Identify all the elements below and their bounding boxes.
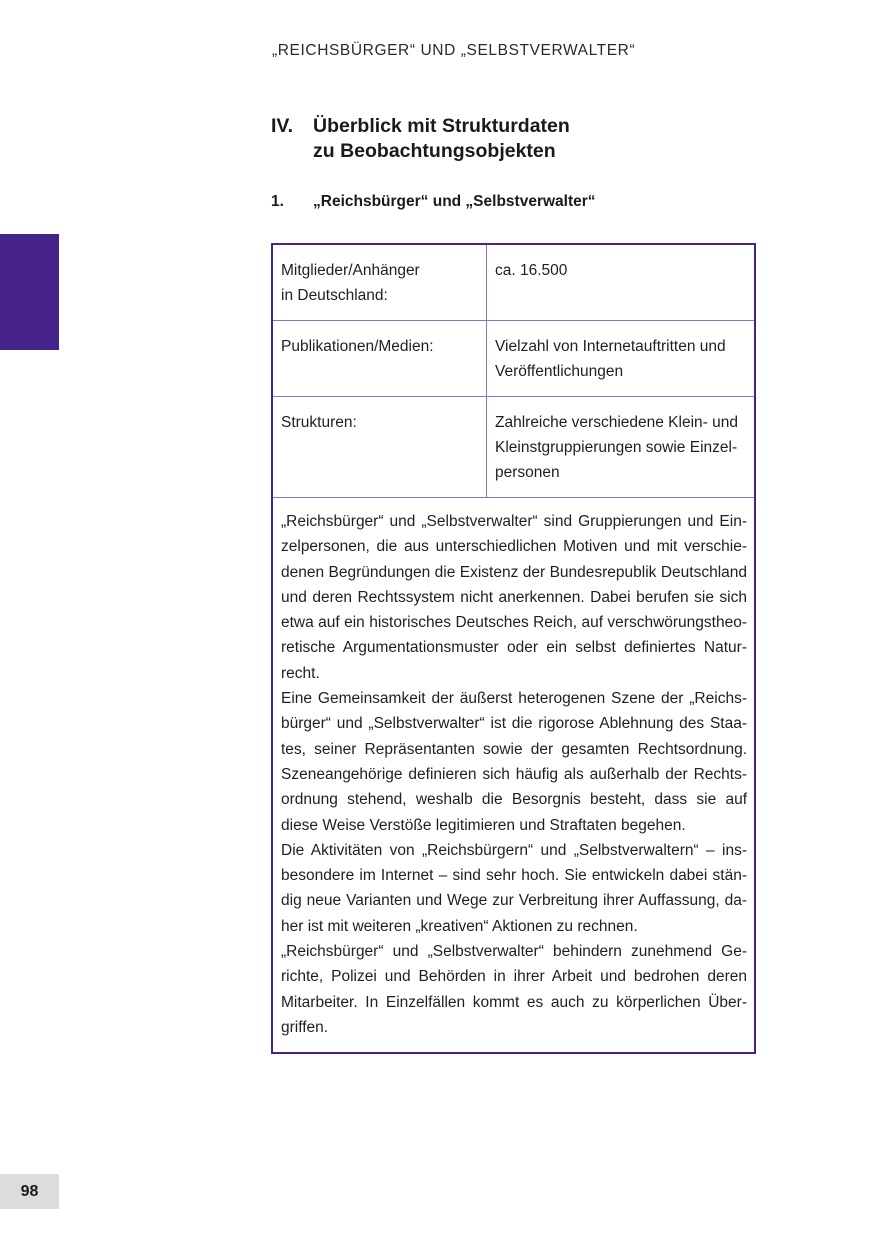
structure-data-table bbox=[273, 245, 754, 497]
chapter-number: IV. bbox=[271, 115, 294, 137]
running-header: „REICHSBÜRGER“ UND „SELBSTVERWALTER“ bbox=[272, 42, 636, 59]
publications-value-cell bbox=[487, 321, 755, 397]
publications-value-line-1: Vielzahl von Internetauftritten und bbox=[495, 338, 726, 355]
description-paragraph-4: „Reichsbürger“ und „Selbstverwalter“ behindern zunehmend Gerichte, Polizei und Behörden in ihrer Arbeit und bedrohen deren Mitarbeiter. In Einzelfällen kommt es auch zu körperlichen Übergriffen. bbox=[281, 943, 747, 1036]
structure-data-box bbox=[271, 243, 756, 1054]
members-label-line-1: Mitglieder/Anhänger bbox=[281, 262, 420, 279]
structures-label: Strukturen: bbox=[281, 414, 357, 431]
members-label-cell bbox=[273, 245, 487, 321]
description-paragraph-3: Die Aktivitäten von „Reichsbürgern“ und „Selbstverwaltern“ – insbesondere im Internet – sind sehr hoch. Sie entwickeln dabei ständig neue Varianten und Wege zur Verbreitung ihrer Auffassung, daher ist mit weiteren „kreativen“ Aktionen zu rechnen. bbox=[281, 841, 747, 935]
publications-label-cell bbox=[273, 321, 487, 397]
members-value-cell bbox=[487, 245, 755, 321]
publications-label: Publikationen/Medien: bbox=[281, 338, 434, 355]
page-number: 98 bbox=[0, 1174, 59, 1209]
section-number: 1. bbox=[271, 193, 284, 210]
members-label-line-2: in Deutschland: bbox=[281, 287, 388, 304]
publications-value-line-2: Veröffentlichungen bbox=[495, 363, 624, 380]
chapter-title-line-1: Überblick mit Strukturdaten bbox=[313, 115, 570, 137]
structures-value-line-1: Zahlreiche verschiedene Klein- und bbox=[495, 414, 738, 431]
table-row-publications bbox=[273, 321, 754, 397]
table-row-members bbox=[273, 245, 754, 321]
structures-value-line-2: Kleinstgruppierungen sowie Einzel- bbox=[495, 439, 738, 456]
structures-label-cell bbox=[273, 397, 487, 498]
description-text bbox=[273, 497, 754, 1052]
chapter-title bbox=[313, 114, 693, 164]
structures-value-cell bbox=[487, 397, 755, 498]
chapter-side-tab bbox=[0, 234, 59, 350]
members-value: ca. 16.500 bbox=[495, 262, 568, 279]
table-row-structures bbox=[273, 397, 754, 498]
description-paragraph-2: Eine Gemeinsamkeit der äußerst heterogenen Szene der „Reichsbürger“ und „Selbstverwalter“ ist die rigorose Ablehnung des Staates, seiner Repräsentanten sowie der gesamten Rechtsordnung. Szeneangehörige definieren sich häufig als außerhalb der Rechtsordnung stehend, weshalb die Besorgnis besteht, dass sie auf diese Weise Verstöße legitimieren und Straftaten begehen. bbox=[281, 690, 747, 834]
chapter-title-line-2: zu Beobachtungsobjekten bbox=[313, 140, 556, 162]
structures-value-line-3: personen bbox=[495, 464, 560, 481]
description-paragraph-1: „Reichsbürger“ und „Selbstverwalter“ sind Gruppierungen und Einzelpersonen, die aus unterschiedlichen Motiven und mit verschiedenen Begründungen die Existenz der Bundesrepublik Deutschland und deren Rechtssystem nicht anerkennen. Dabei berufen sie sich etwa auf ein historisches Deutsches Reich, auf verschwörungstheoretische Argumentationsmuster oder ein selbst definiertes Naturrecht. bbox=[281, 513, 747, 682]
section-title: „Reichsbürger“ und „Selbstverwalter“ bbox=[313, 193, 596, 210]
